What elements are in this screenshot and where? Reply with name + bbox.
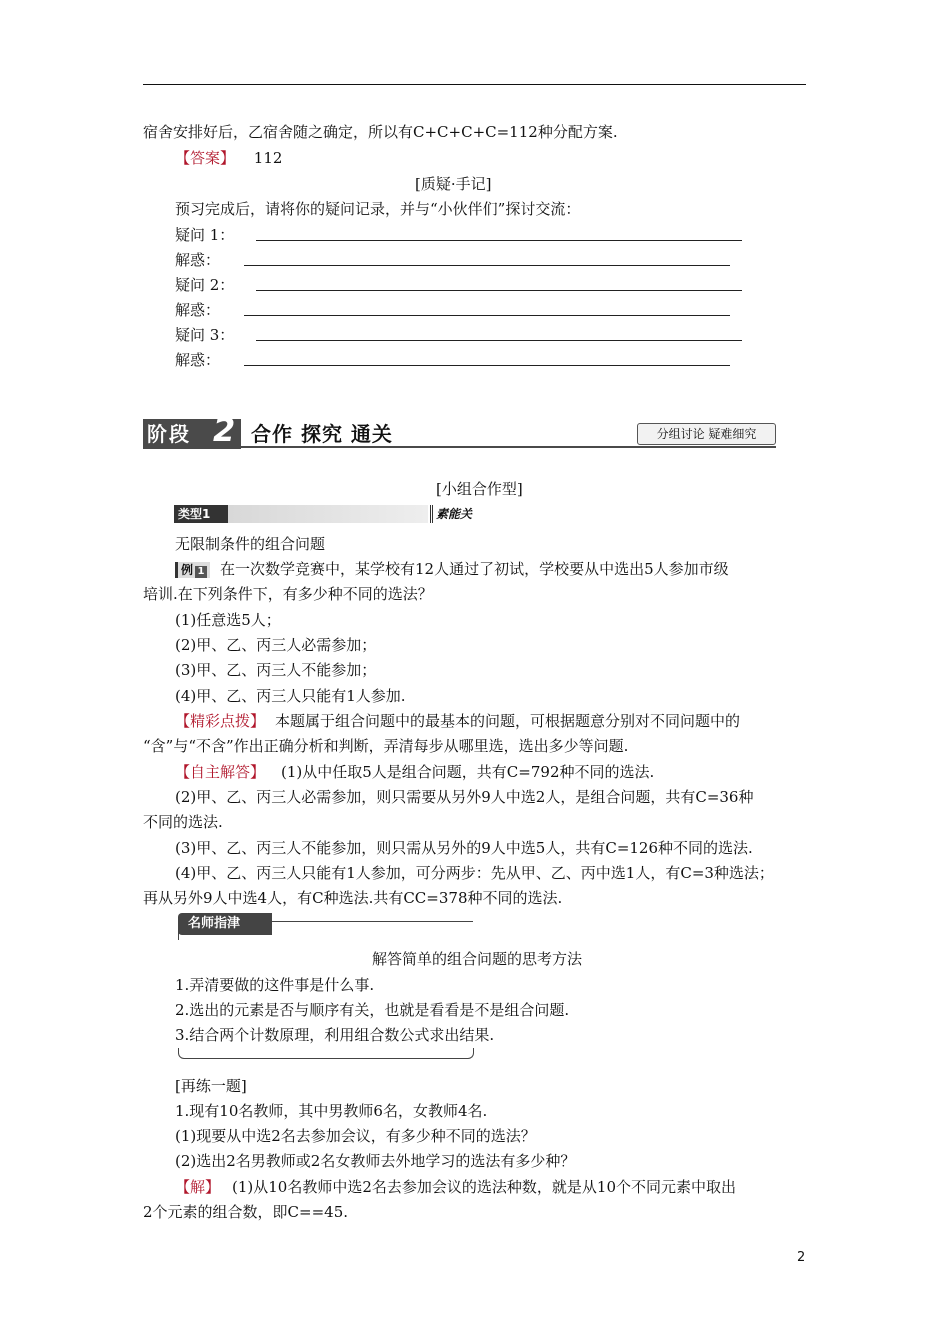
- solution-step-4b: 再从另外9人中选4人，有C种选法.共有CC=378种不同的选法.: [143, 889, 563, 907]
- notes-heading: [质疑·手记]: [415, 175, 492, 193]
- continued-text: 宿舍安排好后，乙宿舍随之确定，所以有C+C+C+C=112种分配方案.: [143, 123, 618, 141]
- example-mark: 例: [181, 563, 194, 577]
- type-tag: 素能关: [430, 505, 486, 523]
- practice-solution-label: 【解】: [175, 1178, 221, 1196]
- hint-label: 【精彩点拨】: [175, 712, 266, 730]
- stage-word: 阶段: [147, 422, 191, 446]
- solution-step-4a: (4)甲、乙、丙三人只能有1人参加，可分两步：先从甲、乙、丙中选1人，有C=3种选法；: [175, 864, 774, 882]
- practice-heading: [再练一题]: [175, 1077, 247, 1095]
- example-text-2: 培训.在下列条件下，有多少种不同的选法？: [143, 585, 433, 603]
- hint-text-2: “含”与“不含”作出正确分析和判断，弄清每步从哪里选，选出多少等问题.: [143, 737, 629, 755]
- solution-label: 【自主解答】: [175, 763, 266, 781]
- answer-label: 【答案】: [175, 149, 236, 167]
- practice-question: 1.现有10名教师，其中男教师6名，女教师4名.: [175, 1102, 488, 1120]
- stage-badge: [143, 411, 241, 449]
- hint-text-1: 本题属于组合问题中的最基本的问题，可根据题意分别对不同问题中的: [275, 712, 741, 730]
- tips-box-bottom: [178, 1048, 474, 1059]
- type-label: 类型1: [174, 505, 230, 523]
- example-text-1: 在一次数学竞赛中，某学校有12人通过了初试，学校要从中选出5人参加市级: [220, 560, 729, 578]
- question-3-line[interactable]: [256, 340, 742, 341]
- solution-step-2b: 不同的选法.: [143, 813, 223, 831]
- tips-box-top: [178, 913, 474, 939]
- practice-solution-line-1: [175, 1177, 736, 1197]
- example-part-4: (4)甲、乙、丙三人只能有1人参加.: [175, 687, 406, 705]
- question-2-line[interactable]: [256, 290, 742, 291]
- notes-intro: 预习完成后，请将你的疑问记录，并与“小伙伴们”探讨交流：: [175, 200, 581, 218]
- practice-question-1: (1)现要从中选2名去参加会议，有多少种不同的选法？: [175, 1127, 536, 1145]
- answer-1-label: 解惑：: [175, 251, 221, 269]
- answer-3-label: 解惑：: [175, 351, 221, 369]
- example-part-2: (2)甲、乙、丙三人必需参加；: [175, 636, 377, 654]
- hint-line-1: [175, 711, 740, 731]
- question-2-label: 疑问 2：: [175, 276, 235, 294]
- question-1-line[interactable]: [256, 240, 742, 241]
- answer-2-line[interactable]: [244, 315, 730, 316]
- example-part-1: (1)任意选5人；: [175, 611, 281, 629]
- banner-underline: [241, 446, 776, 448]
- type-bar-fill: [228, 505, 428, 523]
- answer-1-line[interactable]: [244, 265, 730, 266]
- answer-2-label: 解惑：: [175, 301, 221, 319]
- tips-item-1: 1.弄清要做的这件事是什么事.: [175, 976, 375, 994]
- tips-title: 解答简单的组合问题的思考方法: [372, 950, 583, 968]
- solution-step-2a: (2)甲、乙、丙三人必需参加，则只需要从另外9人中选2人，是组合问题，共有C=36种: [175, 788, 754, 806]
- answer-value: 112: [253, 149, 283, 167]
- page-number: 2: [797, 1250, 806, 1265]
- example-line-1: [175, 559, 729, 579]
- answer-3-line[interactable]: [244, 365, 730, 366]
- tips-item-3: 3.结合两个计数原理，利用组合数公式求出结果.: [175, 1026, 495, 1044]
- solution-step-1: (1)从中任取5人是组合问题，共有C=792种不同的选法.: [281, 763, 655, 781]
- header-rule: [143, 84, 806, 85]
- stage-tag: 分组讨论 疑难细究: [637, 423, 776, 445]
- solution-step-3: (3)甲、乙、丙三人不能参加，则只需从另外的9人中选5人，共有C=126种不同的选法.: [175, 839, 753, 857]
- practice-solution-1: (1)从10名教师中选2名去参加会议的选法种数，就是从10个不同元素中取出: [232, 1178, 736, 1196]
- practice-question-2: (2)选出2名男教师或2名女教师去外地学习的选法有多少种？: [175, 1152, 576, 1170]
- stage-banner: [143, 411, 776, 449]
- tips-label: 名师指津: [178, 913, 272, 935]
- example-badge: [175, 562, 210, 578]
- tips-item-2: 2.选出的元素是否与顺序有关，也就是看看是不是组合问题.: [175, 1001, 570, 1019]
- question-3-label: 疑问 3：: [175, 326, 235, 344]
- stage-number: 2: [213, 411, 236, 449]
- practice-solution-2: 2个元素的组合数，即C==45.: [143, 1203, 349, 1221]
- example-number: 1: [195, 566, 207, 578]
- question-1-label: 疑问 1：: [175, 226, 235, 244]
- group-heading: [小组合作型]: [436, 480, 523, 498]
- answer-line: [175, 148, 282, 168]
- solution-line-1: [175, 762, 654, 782]
- type-bar: [174, 505, 480, 523]
- stage-title: 合作 探究 通关: [251, 422, 393, 446]
- example-part-3: (3)甲、乙、丙三人不能参加；: [175, 661, 377, 679]
- section-title: 无限制条件的组合问题: [175, 535, 326, 553]
